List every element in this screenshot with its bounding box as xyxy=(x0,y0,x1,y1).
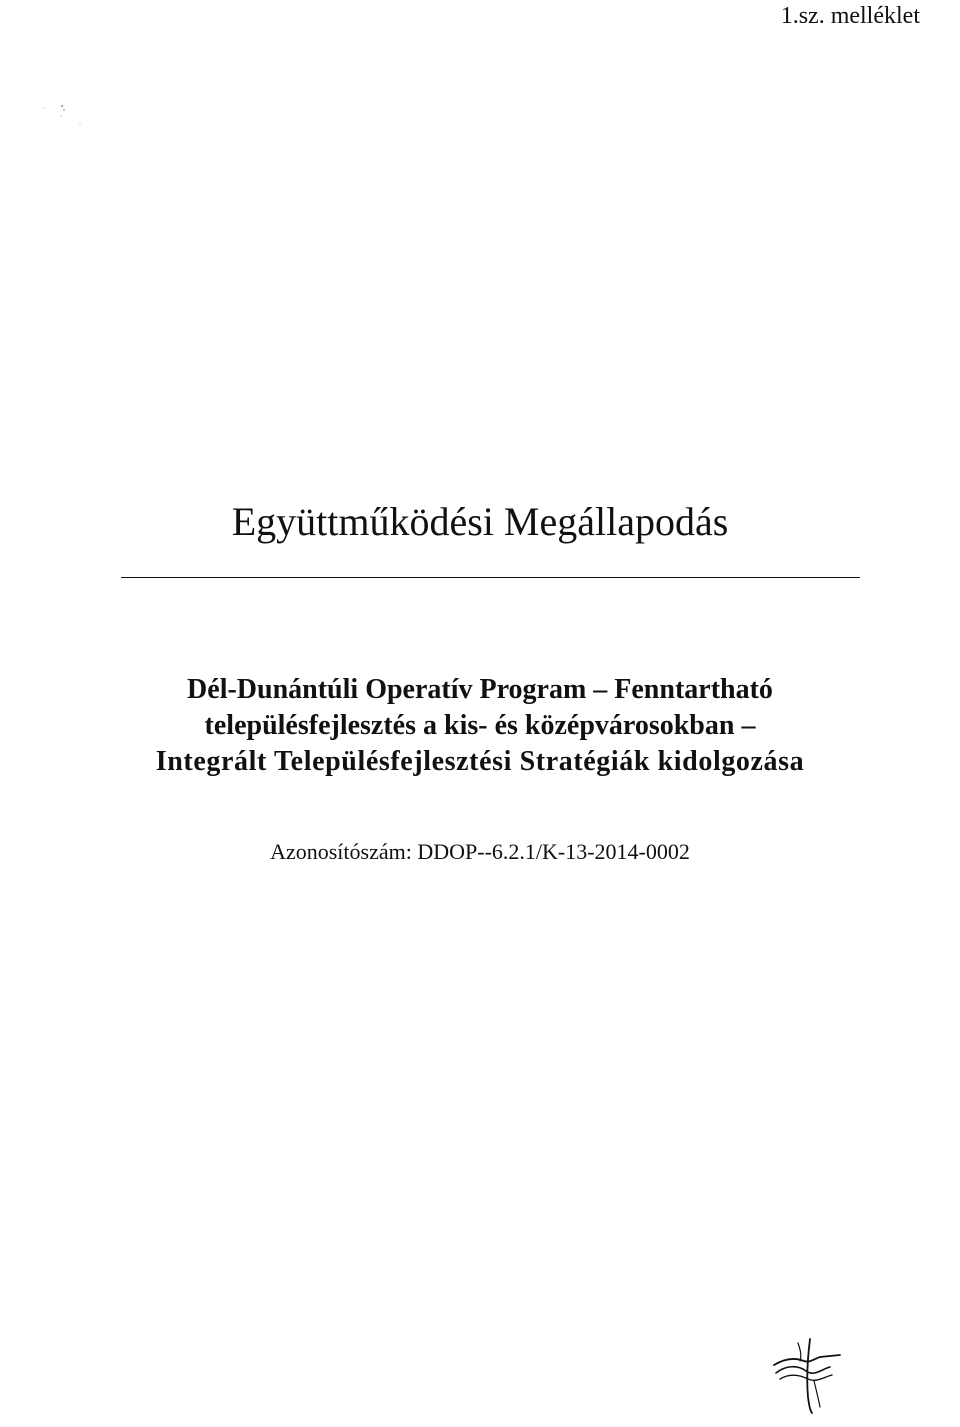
program-line-2: településfejlesztés a kis- és középvárosokban – xyxy=(204,710,756,741)
program-description xyxy=(0,672,960,780)
document-title: Együttműködési Megállapodás xyxy=(231,499,729,544)
program-line-1: Dél-Dunántúli Operatív Program – Fenntartható xyxy=(187,674,773,705)
title-divider xyxy=(121,577,860,578)
program-line-3: Integrált Településfejlesztési Stratégiák kidolgozása xyxy=(155,746,805,777)
scan-marks xyxy=(40,88,100,148)
annex-label: 1.sz. melléklet xyxy=(780,3,920,29)
handwritten-signature xyxy=(770,1335,850,1415)
identifier-number: Azonosítószám: DDOP--6.2.1/K-13-2014-0002 xyxy=(270,839,690,864)
